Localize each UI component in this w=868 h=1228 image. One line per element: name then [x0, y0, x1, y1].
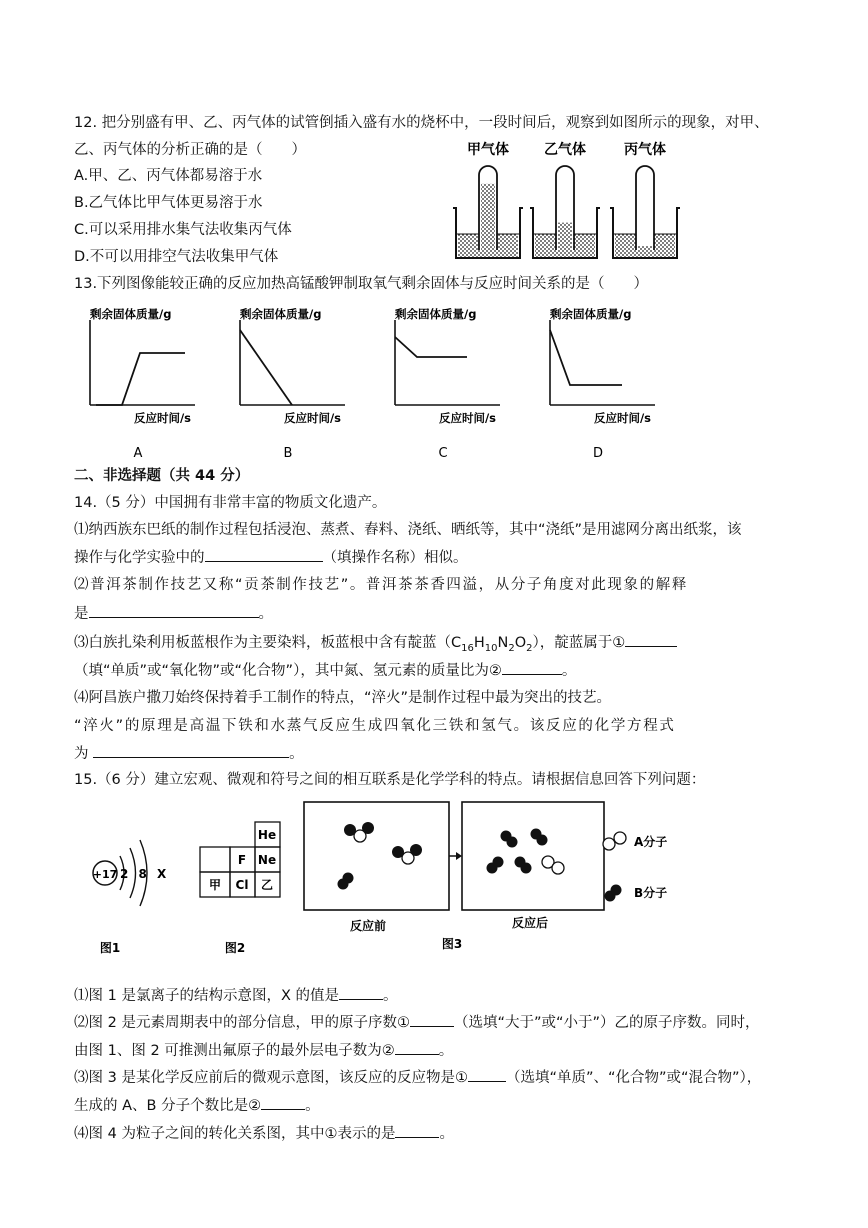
q12-option-c: C.可以采用排水集气法收集丙气体	[74, 222, 292, 238]
graph-letter: C	[438, 446, 448, 461]
q15-p3-line1	[74, 1067, 761, 1088]
q14-p3-line2-pre: （填“单质”或“氧化物”或“化合物”），其中氮、氢元素的质量比为②	[74, 663, 502, 679]
formula-o: O	[514, 635, 527, 651]
graph-letter: A	[133, 446, 143, 461]
q14-p2-line1: ⑵普洱茶制作技艺又称“贡茶制作技艺”。普洱茶茶香四溢，从分子角度对此现象的解释	[74, 577, 688, 593]
q15-p2b-pre: 由图 1、图 2 可推测出氟原子的最外层电子数为②	[74, 1043, 395, 1059]
q14-p2-post: 。	[258, 606, 273, 622]
graph-curve	[550, 330, 622, 385]
q15-p2-line2	[74, 1040, 453, 1061]
q15-figures	[80, 800, 720, 960]
q15-p4	[74, 1123, 454, 1144]
answer-blank[interactable]	[89, 603, 259, 618]
answer-blank[interactable]	[205, 547, 323, 562]
answer-blank[interactable]	[339, 985, 383, 1000]
q12-option-a: A.甲、乙、丙气体都易溶于水	[74, 168, 263, 184]
before-box	[304, 802, 449, 910]
test-tube	[636, 166, 654, 250]
graph-ylabel: 剩余固体质量/g	[550, 307, 632, 321]
graph-b	[240, 307, 345, 461]
q15-p4-pre: ⑷图 4 为粒子之间的转化关系图，其中①表示的是	[74, 1126, 396, 1142]
cell-jia: 甲	[208, 878, 222, 892]
fig1-ion-structure	[93, 840, 170, 955]
graph-curve	[96, 353, 185, 405]
q15-p1-pre: ⑴图 1 是氯离子的结构示意图，X 的值是	[74, 988, 339, 1004]
q12-stem-line1: 12. 把分别盛有甲、乙、丙气体的试管倒插入盛有水的烧杯中，一段时间后，观察到如图所示的现象，对甲、	[74, 115, 769, 131]
cell-he: He	[257, 828, 277, 842]
tube-water	[481, 184, 495, 250]
q14-p3-pre: ⑶白族扎染利用板蓝根作为主要染料，板蓝根中含有靛蓝（C	[74, 635, 462, 651]
answer-blank[interactable]	[395, 1040, 439, 1055]
graph-ylabel: 剩余固体质量/g	[90, 307, 172, 321]
graph-a	[90, 307, 195, 461]
formula-sub: 2	[508, 642, 515, 654]
fig2-caption: 图2	[224, 941, 246, 955]
answer-blank[interactable]	[410, 1012, 454, 1027]
q14-p2-line2	[74, 603, 273, 624]
cell-cl: Cl	[235, 878, 249, 892]
graph-xlabel: 反应时间/s	[593, 411, 651, 425]
answer-blank[interactable]	[395, 1123, 439, 1138]
after-box	[462, 802, 604, 910]
q13-graphs-figure	[80, 305, 680, 465]
before-molecules	[338, 822, 423, 890]
q15-p4-post: 。	[439, 1126, 454, 1142]
q15-p3-line2	[74, 1095, 320, 1116]
q15-p3-post: （选填“单质”、“化合物”或“混合物”），	[505, 1070, 762, 1086]
q14-p3-line1	[74, 632, 677, 659]
q15-p3b-post: 。	[305, 1098, 320, 1114]
q12-option-d: D.不可以用排空气法收集甲气体	[74, 249, 279, 265]
q14-p4-pre: 为	[74, 746, 89, 762]
q15-p1	[74, 985, 398, 1006]
graph-curve	[395, 337, 467, 357]
formula-sub: 10	[484, 642, 498, 654]
q15-p1-post: 。	[383, 988, 398, 1004]
q14-p1-post: （填操作名称）相似。	[322, 550, 468, 566]
q14-p3-line2	[74, 660, 576, 681]
graph-d	[550, 307, 655, 461]
q15-p2b-post: 。	[438, 1043, 454, 1059]
graph-c	[395, 307, 500, 461]
q14-p1-line2	[74, 547, 468, 568]
formula-sub: 16	[461, 642, 474, 654]
q15-stem: 15.（6 分）建立宏观、微观和符号之间的相互联系是化学学科的特点。请根据信息回答下列问题：	[74, 772, 706, 788]
graph-letter: B	[283, 446, 293, 461]
formula-sub: 2	[526, 642, 533, 654]
legend-a-icon	[603, 838, 615, 850]
answer-blank[interactable]	[502, 660, 562, 675]
graph-ylabel: 剩余固体质量/g	[395, 307, 477, 321]
cell-yi: 乙	[260, 878, 274, 892]
after-label: 反应后	[511, 916, 549, 930]
answer-blank[interactable]	[261, 1095, 305, 1110]
q14-p2-pre: 是	[74, 606, 89, 622]
section2-title: 二、非选择题（共 44 分）	[74, 468, 250, 484]
tube-label-jia: 甲气体	[467, 142, 509, 158]
q14-p3-mid: ），靛蓝属于①	[532, 635, 626, 651]
q14-p3-line2-post: 。	[561, 663, 577, 679]
answer-blank[interactable]	[468, 1067, 506, 1082]
nucleus-charge: +17	[92, 868, 118, 881]
cell-ne: Ne	[257, 853, 277, 867]
legend-a-label: A分子	[634, 835, 668, 849]
after-molecules	[487, 829, 565, 875]
tube-label-yi: 乙气体	[544, 142, 586, 158]
formula-h: H	[473, 635, 485, 651]
q13-stem: 13.下列图像能较正确的反应加热高锰酸钾制取氧气剩余固体与反应时间关系的是（ ）	[74, 276, 649, 292]
tube-water	[558, 223, 572, 250]
graph-curve	[240, 330, 292, 405]
q12-option-b: B.乙气体比甲气体更易溶于水	[74, 195, 263, 211]
fig3-caption: 图3	[441, 937, 463, 951]
q14-p4-line3	[74, 743, 304, 764]
before-label: 反应前	[349, 919, 387, 933]
q14-p4-post: 。	[289, 746, 304, 762]
graph-xlabel: 反应时间/s	[133, 411, 191, 425]
graph-ylabel: 剩余固体质量/g	[240, 307, 322, 321]
formula-n: N	[497, 635, 509, 651]
legend-b-label: B分子	[634, 886, 668, 900]
q15-p3-pre: ⑶图 3 是某化学反应前后的微观示意图，该反应的反应物是①	[74, 1070, 468, 1086]
q12-stem-line2: 乙、丙气体的分析正确的是（ ）	[74, 142, 306, 158]
q14-stem: 14.（5 分）中国拥有非常丰富的物质文化遗产。	[74, 495, 387, 511]
q15-p2-post: （选填“大于”或“小于”）乙的原子序数。同时，	[453, 1015, 760, 1031]
q15-p2-line1	[74, 1012, 760, 1033]
tube-water	[638, 246, 652, 250]
q12-beakers-figure	[450, 138, 690, 263]
q14-p4-line2: “淬火”的原理是高温下铁和水蒸气反应生成四氧化三铁和氢气。该反应的化学方程式	[74, 718, 676, 734]
cell-f: F	[237, 853, 247, 867]
answer-blank[interactable]	[93, 743, 289, 758]
q14-p1-pre: 操作与化学实验中的	[74, 550, 205, 566]
graph-xlabel: 反应时间/s	[283, 411, 341, 425]
q14-p1-line1: ⑴纳西族东巴纸的制作过程包括浸泡、蒸煮、舂料、浇纸、晒纸等，其中“浇纸”是用滤网分离出纸浆，该	[74, 522, 742, 538]
fig1-caption: 图1	[99, 941, 121, 955]
graph-letter: D	[592, 446, 604, 461]
answer-blank[interactable]	[625, 632, 677, 647]
graph-xlabel: 反应时间/s	[438, 411, 496, 425]
tube-label-bing: 丙气体	[624, 142, 666, 158]
q15-p2-pre: ⑵图 2 是元素周期表中的部分信息，甲的原子序数①	[74, 1015, 410, 1031]
shell-electrons: 2 8 X	[120, 867, 170, 881]
q15-p3b-pre: 生成的 A、B 分子个数比是②	[74, 1098, 262, 1114]
q14-p4-line1: ⑷阿昌族户撒刀始终保持着手工制作的特点，“淬火”是制作过程中最为突出的技艺。	[74, 690, 612, 706]
